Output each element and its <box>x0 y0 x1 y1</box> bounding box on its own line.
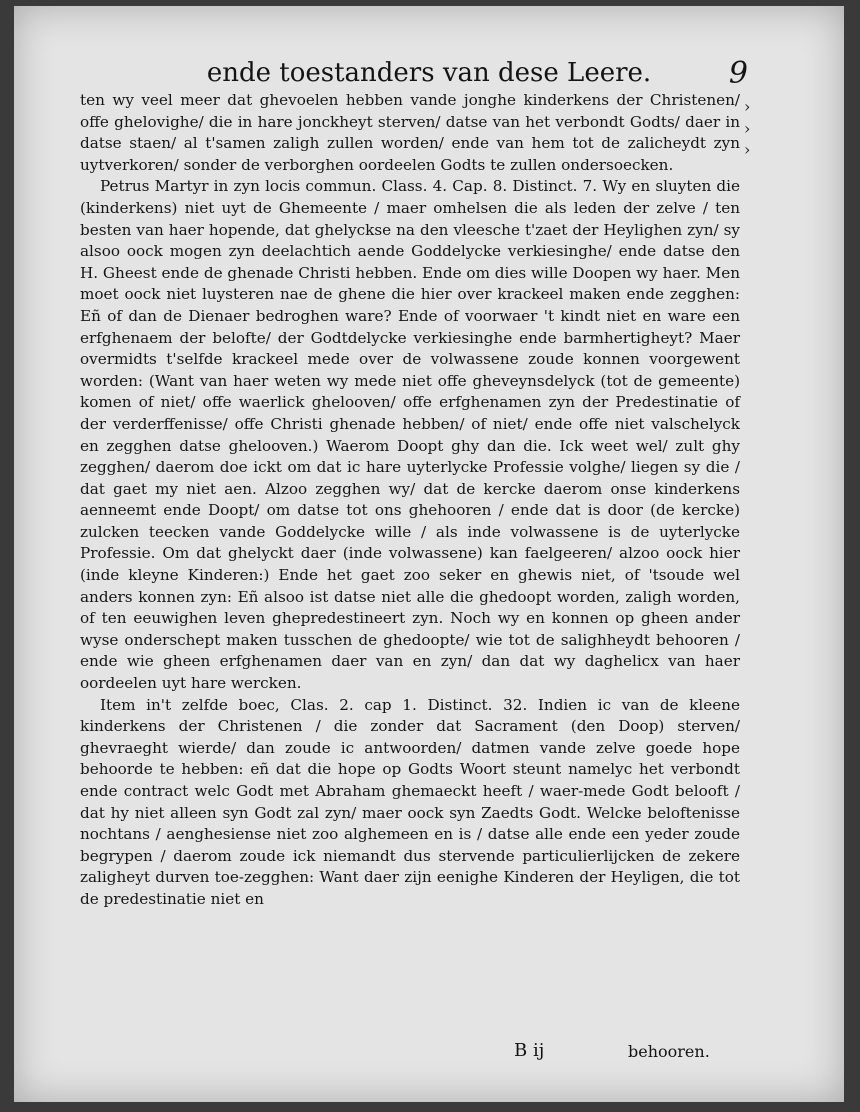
page-number: 9 <box>728 56 748 91</box>
running-header: ende toestanders van dese Leere. <box>206 58 652 88</box>
paragraph-3: Item in't zelfde boec, Clas. 2. cap 1. Distinct. 32. Indien ic van de kleene kinderkens der Christenen / die zonder dat Sacrament (den Doop) sterven/ ghevraeght wierde/ dan zoude ic antwoorden/ datmen vande zelve goede hope behoorde te hebben: eñ dat die hope op Godts Woort steunt namelyc het verbondt ende contract welc Godt met Abraham ghemaeckt heeft / waer-mede Godt belooft / dat hy niet alleen syn Godt zal zyn/ maer oock syn Zaedts Godt. Welcke beloftenisse nochtans / aenghesiense niet zoo alghemeen en is / datse alle ende een yeder zoude begrypen / daerom zoude ick niemandt dus stervende particulierlijcken de zekere zaligheyt durven toe-zegghen: Want daer zijn eenighe Kinderen der Heyligen, die tot de predestinatie niet en <box>80 695 740 908</box>
page-body <box>80 90 740 911</box>
catchword: behooren. <box>628 1042 710 1061</box>
paragraph-2: Petrus Martyr in zyn locis commun. Class. 4. Cap. 8. Distinct. 7. Wy en sluyten die (kinderkens) niet uyt de Ghemeente / maer omhelsen die als leden der zelve / ten besten van haer hopende, dat ghelyckse na den vleesche t'zaet der Heylighen zyn/ sy alsoo oock mogen zyn deelachtich aende Goddelycke verkiesinghe/ ende datse den H. Gheest ende de ghenade Christi hebben. Ende om dies wille Doopen wy haer. Men moet oock niet luysteren nae de ghene die hier over krackeel maken ende zegghen: Eñ of dan de Dienaer bedroghen ware? Ende of voorwaer 't kindt niet en ware een erfghenaem der belofte/ der Godtdelycke verkiesinghe ende barmhertigheyt? Maer overmidts t'selfde krackeel mede over de volwassene zoude konnen voorgewent worden: (Want van haer weten wy mede niet offe gheveynsdelyck (tot de gemeente) komen of niet/ offe waerlick ghelooven/ offe erfghenamen zyn der Predestinatie of der verderffenisse/ offe Christi ghenade hebben/ of niet/ ende offe niet valschelyck en zegghen datse ghelooven.) Waerom Doopt ghy dan die. Ick weet wel/ zult ghy zegghen/ daerom doe ickt om dat ic hare uyterlycke Professie volghe/ liegen sy die / dat gaet my niet aen. Alzoo zegghen wy/ dat de kercke daerom onse kinderkens aenneemt ende Doopt/ om datse tot ons ghehooren / ende dat is door (de kercke) zulcken teecken vande Goddelycke wille / als inde volwassene is de uyterlycke Professie. Om dat ghelyckt daer (inde volwassene) kan faelgeeren/ alzoo oock hier (inde kleyne Kinderen:) Ende het gaet zoo seker en ghewis niet, of 'tsoude wel anders konnen zyn: Eñ alsoo ist datse niet alle die ghedoopt worden, zaligh worden, of ten eeuwighen leven ghepredestineert zyn. Noch wy en konnen op gheen ander wyse onderschept maken tusschen de ghedoopte/ wie tot de salighheydt behooren / ende wie gheen erfghenamen daer van en zyn/ dan dat wy daghelicx van haer oordeelen uyt hare wercken. <box>80 177 740 693</box>
margin-mark: › <box>744 97 751 116</box>
margin-mark: › <box>744 140 751 160</box>
book-page <box>14 6 844 1102</box>
margin-mark: › <box>744 118 751 138</box>
margin-marks <box>744 96 750 161</box>
paragraph-1: ten wy veel meer dat ghevoelen hebben vande jonghe kinderkens der Christenen/ offe ghelovighe/ die in hare jonckheyt sterven/ datse van het verbondt Godts/ daer in datse staen/ al t'samen zaligh zullen worden/ ende van hem tot de zalicheydt zyn uytverkoren/ sonder de verborghen oordeelen Godts te zullen ondersoecken. <box>80 91 740 174</box>
signature-mark: B ij <box>514 1040 545 1061</box>
